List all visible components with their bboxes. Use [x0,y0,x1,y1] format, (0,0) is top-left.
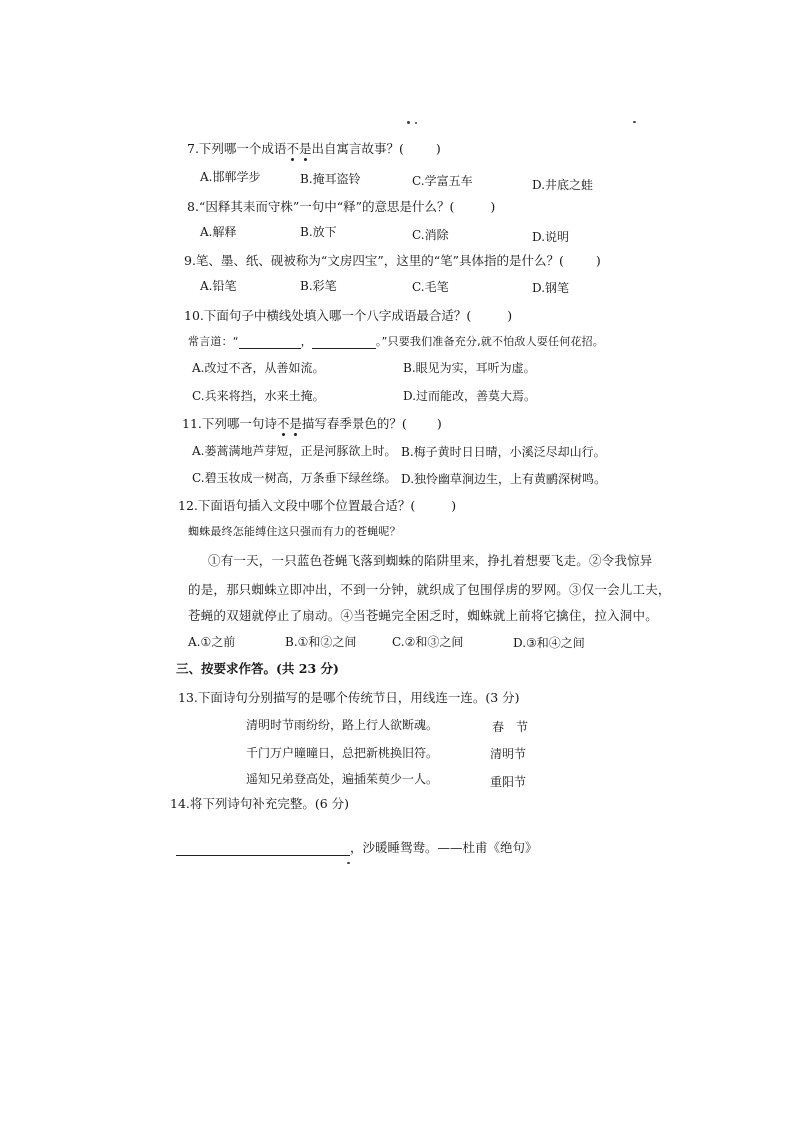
q10-option-c[interactable]: C.兵来将挡，水来土掩。 [192,389,325,403]
q7-option-d[interactable]: D.井底之蛙 [532,178,594,192]
q11-option-a[interactable]: A.蒌蒿满地芦芽短，正是河豚欲上时。 [192,444,397,458]
q12-paragraph-line-2: 的是，那只蜘蛛立即冲出，不到一分钟，就织成了包围俘虏的罗网。③仅一会儿工夫， [188,582,671,597]
q11-option-d[interactable]: D.独怜幽草涧边生，上有黄鹂深树鸣。 [401,472,607,486]
section-3-heading: 三、按要求作答。(共 23 分) [176,661,339,676]
q10-option-a[interactable]: A.改过不吝，从善如流。 [192,361,325,375]
q11-option-c[interactable]: C.碧玉妆成一树高，万条垂下绿丝绦。 [192,471,397,485]
scan-speck [347,862,350,864]
emphasis-mark: 是 [298,141,312,156]
q12-paragraph-line-1: ①有一天，一只蓝色苍蝇飞落到蜘蛛的陷阱里来，挣扎着想要飞走。②令我惊异 [208,553,653,568]
q13-poem-2[interactable]: 千门万户曈曈日，总把新桃换旧符。 [246,746,439,760]
q9-option-c[interactable]: C.毛笔 [412,280,449,294]
emphasis-mark: 不 [276,416,290,431]
emphasis-mark: 是 [289,416,302,431]
blank-line-2[interactable] [312,348,376,349]
q7-option-a[interactable]: A.邯郸学步 [200,170,261,184]
q12-paragraph-line-3: 苍蝇的双翅就停止了扇动。④当苍蝇完全困乏时，蜘蛛就上前将它擒住，拉入洞中。 [188,608,658,623]
question-10-stem: 10.下面句子中横线处填入哪一个八字成语最合适？( ) [184,308,513,323]
q13-poem-3[interactable]: 遥知兄弟登高处，遍插茱萸少一人。 [246,772,439,786]
q12-option-b[interactable]: B.①和②之间 [285,635,357,649]
question-11-stem: 11.下列哪一句诗不是描写春季景色的？( ) [182,416,442,431]
scan-speck [407,121,410,124]
q9-option-b[interactable]: B.彩笔 [300,279,337,293]
scan-speck [415,122,417,124]
q10-option-b[interactable]: B.眼见为实，耳听为虚。 [403,361,536,375]
question-13-stem: 13.下面诗句分别描写的是哪个传统节日，用线连一连。(3 分) [178,690,520,705]
question-14-stem: 14.将下列诗句补充完整。(6 分) [170,796,350,811]
q13-poem-1[interactable]: 清明时节雨纷纷，路上行人欲断魂。 [246,718,439,732]
emphasis-mark: 不 [286,141,299,156]
q8-option-d[interactable]: D.说明 [532,230,570,244]
blank-line-1[interactable] [239,348,301,349]
q11-option-b[interactable]: B.梅子黄时日日晴，小溪泛尽却山行。 [401,445,606,459]
q10-option-d[interactable]: D.过而能改，善莫大焉。 [403,389,537,403]
q13-festival-1[interactable]: 春 节 [492,720,529,734]
q10-sentence: 常言道：“ ， 。”只要我们准备充分,就不怕敌人耍任何花招。 [188,335,604,348]
scan-speck [633,121,636,123]
answer-blank-line[interactable] [176,855,350,856]
q12-option-d[interactable]: D.③和④之间 [513,636,585,650]
question-7-stem: 7.下列哪一个成语不是出自寓言故事？( ) [187,141,441,156]
question-8-stem: 8.“因释其耒而守株”一句中“释”的意思是什么？( ) [187,199,496,214]
question-12-stem: 12.下面语句插入文段中哪个位置最合适？( ) [178,498,457,513]
q9-option-a[interactable]: A.铅笔 [200,279,237,293]
q9-option-d[interactable]: D.钢笔 [532,281,570,295]
q14-fill-line: ，沙暖睡鸳鸯。——杜甫《绝句》 [176,838,538,856]
q8-option-c[interactable]: C.消除 [412,228,449,242]
q13-festival-3[interactable]: 重阳节 [490,775,527,789]
q7-option-b[interactable]: B.掩耳盗铃 [300,172,361,186]
q8-option-a[interactable]: A.解释 [200,225,237,239]
q7-option-c[interactable]: C.学富五车 [412,174,473,188]
q8-option-b[interactable]: B.放下 [300,225,337,239]
q12-insert-sentence: 蜘蛛最终怎能缚住这只强而有力的苍蝇呢？ [188,525,401,538]
q12-option-a[interactable]: A.①之前 [188,635,236,649]
question-9-stem: 9.笔、墨、纸、砚被称为“文房四宝”，这里的“笔”具体指的是什么？( ) [184,253,601,268]
q13-festival-2[interactable]: 清明节 [490,747,527,761]
q12-option-c[interactable]: C.②和③之间 [392,635,464,649]
